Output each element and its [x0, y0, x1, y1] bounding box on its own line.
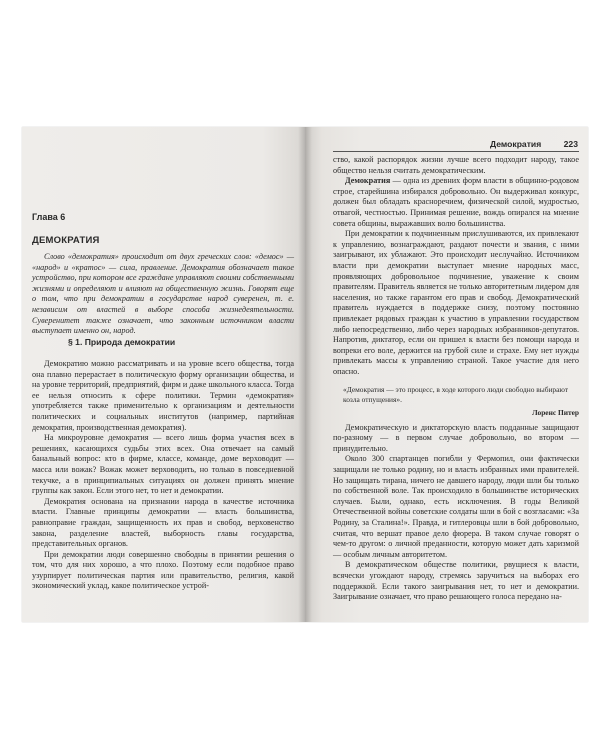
- header-rule: [333, 151, 579, 152]
- paragraph: Демократия основана на признании народа в качестве источника власти. Главные принципы демократии — власть большинства, равноправие граждан, защищенность их прав и свобод, верховенство закона, разделение властей, выборность главы государства, представительных органов.: [32, 496, 294, 549]
- paragraph: Демократию можно рассматривать и на уровне всего общества, тогда она плавно перерастает в политическую форму организации общества, и на уровне территорий, предприятий, фирм и даже школьного класса. Тогда ее нельзя относить к сфере политики. Термин «демократия» употребляется также применительно к организациям и деятельности политических и социальных институтов (например, партийная демократия, производственная демократия).: [32, 359, 294, 432]
- epigraph-quote: «Демократия — это процесс, в ходе которого люди свободно выбирают козла отпущения».: [343, 385, 569, 405]
- paragraph: Демократическую и диктаторскую власть подданные защищают по-разному — в первом случае добровольно, во втором — принудительно.: [333, 422, 579, 453]
- right-body: [333, 155, 579, 603]
- paragraph: В демократическом обществе политики, рвущиеся к власти, всячески угождают народу, стремясь заручиться на выборах его поддержкой. Если такого заигрывания нет, то нет и демократии. Заигрывание означает, что право решающего голоса передано на-: [333, 560, 579, 602]
- defined-term: Демократия: [345, 176, 391, 186]
- left-page: [22, 127, 305, 622]
- left-body: [32, 359, 294, 592]
- paragraph: При демократии люди совершенно свободны в принятии решения о том, что для них хорошо, а что плохо. Поэтому если подобное право узурпирует политическая партия или правительство, религия, какой экономический уклад, какое политическое устрой-: [32, 549, 294, 591]
- section-title: § 1. Природа демократии: [68, 337, 176, 347]
- paragraph: При демократии к подчиненным прислушиваются, их привлекают к управлению, вознаграждают, раздают почести и звания, с ними заигрывают, их ублажают. Это происходит неслучайно. Источником власти при демократии выступает мнение народных масс, проявляющих добровольное подчинение, уважение к своим правителям. Правитель является не только авторитетным лидером для населения, но также гарантом его прав и свобод. Демократический правитель нуждается в поддержке снизу, поэтому постоянно привлекает рядовых граждан к участию в управлении государством либо непосредственно, либо через народных избранников-депутатов. Напротив, диктатор, если он пришел к власти без помощи народа и вопреки его воле, держится на грубой силе и страхе. Ему нет нужды привлекать массы к управлению страной. Такое участие для него опасно.: [333, 229, 579, 376]
- book-gutter-shadow: [298, 127, 312, 622]
- paragraph: Около 300 спартанцев погибли у Фермопил, они фактически защищали не только родину, но и власть избранных ими правителей. Но защищать тирана, ничего не давшего народу, люди шли бы только по собственной воле. Так происходило в большинстве исторических случаев. Были, однако, есть исключения. В годы Великой Отечественной войны советские солдаты шли в бой с возгласами: «За Родину, за Сталина!». Правда, и гитлеровцы шли в бой добровольно, считая, что вершат правое дело фюрера. В таком случае говорят о чем-то другом: о личной преданности, которую может дать харизмой — особым личным авторитетом.: [333, 454, 579, 559]
- page-number: 223: [563, 139, 578, 149]
- right-page: [305, 127, 588, 622]
- quote-author: Лоренс Питер: [532, 407, 579, 417]
- definition-paragraph: [333, 176, 579, 229]
- chapter-label: Глава 6: [32, 212, 66, 222]
- paragraph: На микроуровне демократия — всего лишь форма участия всех в решениях, касающихся судьбы этих всех. Она отвечает на самый банальный вопрос: кто в фирме, классе, команде, доме верховодит — масса или вожак? Вожак может верховодить, но только в повседневной текучке, а в принципиальных ситуациях он должен принять мнение группы как закон. Если этого нет, то нет и демократии.: [32, 433, 294, 496]
- definition-text: — одна из древних форм власти в общинно-родовом строе, старейшина избирался добровольно. Он выдерживал конкурс, должен был обладать красноречием, физической силой, мудростью, отвагой, честностью. Принимая решение, вождь опирался на мнение совета общины, выражавших волю большинства.: [333, 176, 579, 228]
- continuation-paragraph: ство, какой распорядок жизни лучше всего подходит народу, такое общество нельзя считать демократическим.: [333, 155, 579, 175]
- chapter-intro: Слово «демократия» происходит от двух греческих слов: «демос» — «народ» и «кратос» — сила, правление. Демократия обозначает такое устройство, при котором все граждане управляют своими собственными жизнями и определяют и влияют на общественную жизнь. Говорят еще о том, что при демократии в государстве народ суверенен, т. е. независим от властей в выборе способа жизнедеятельности. Суверенитет также означает, что законным источником власти выступает именно он, народ.: [32, 252, 294, 336]
- book-spread: [22, 127, 588, 622]
- chapter-title: ДЕМОКРАТИЯ: [32, 235, 100, 246]
- running-head: Демократия: [490, 139, 542, 149]
- running-header: [490, 139, 578, 149]
